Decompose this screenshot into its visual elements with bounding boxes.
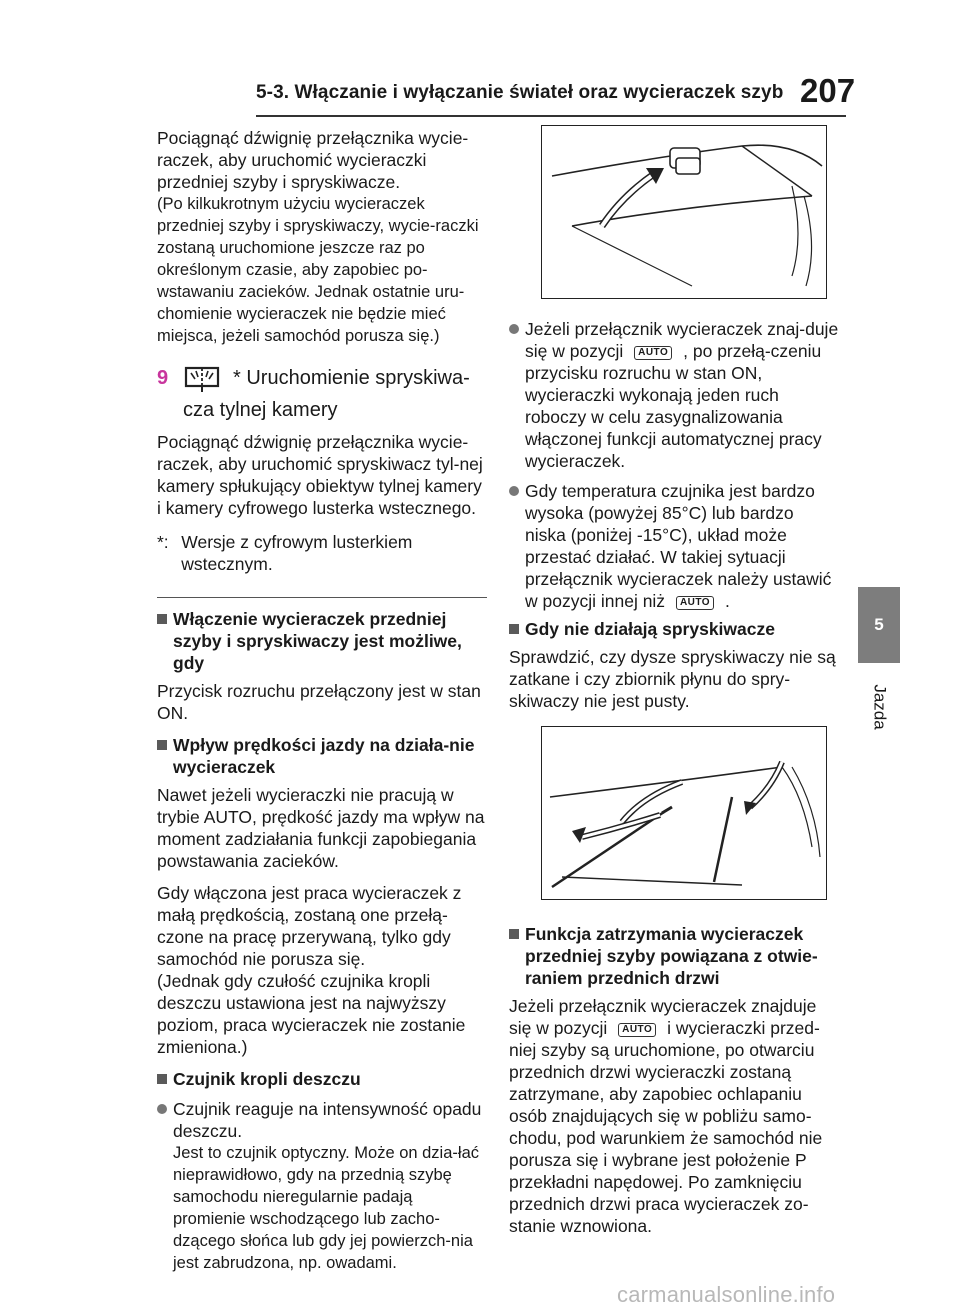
section-divider [157, 597, 487, 598]
bullet-text-continued: , po przełą-czeniu przycisku rozruchu w stan ON, wycieraczki wykonają jeden ruch roboczy w celu zasygnalizowania włączonej funkcji automatycznej pracy wycieraczek. [525, 341, 822, 471]
paragraph [509, 995, 839, 1237]
paragraph: Nawet jeżeli wycieraczki nie pracują w trybie AUTO, prędkość jazdy ma wpływ na moment zadziałania funkcji zapobiegania powstawania zacieków. [157, 785, 485, 871]
chapter-tab [858, 587, 900, 663]
step-title: * Uruchomienie spryskiwa- [233, 367, 470, 389]
bullet-subtext: Jest to czujnik optyczny. Może on dzia-łać nieprawidłowo, gdy na przednią szybę samochodu nieregularnie padają promienie wschodzącego lub zacho-dzącego słońca lub gdy jej powierzch-nia jest zabrudzona, np. owadami. [173, 1144, 479, 1272]
bullet-dot-icon [157, 1104, 167, 1114]
bullet-item [509, 480, 839, 612]
right-column [509, 127, 839, 1237]
bullet-text: Jeżeli przełącznik wycieraczek znaj-duje się w pozycji [525, 319, 839, 361]
rear-washer-icon [183, 363, 227, 393]
intro-paragraph: Pociągnąć dźwignię przełącznika wycie-raczek, aby uruchomić wycieraczki przedniej szyby i spryskiwacze. [157, 128, 469, 192]
step-number: 9 [157, 367, 169, 389]
step-9 [157, 363, 487, 393]
chapter-label-text: Jazda [871, 684, 890, 730]
heading-square-icon [509, 929, 519, 939]
heading-square-icon [157, 1074, 167, 1084]
heading-text: Wpływ prędkości jazdy na działa-nie wycieraczek [173, 735, 475, 777]
heading-washers-not-working [509, 618, 839, 640]
chapter-label [859, 672, 901, 742]
step-body: Pociągnąć dźwignię przełącznika wycie-raczek, aby uruchomić spryskiwacz tyl-nej kamery spłukujący obiektyw tylnej kamery i kamery cyfrowego lusterka wstecznego. [157, 432, 483, 518]
heading-speed-effect [157, 734, 487, 778]
bullet-item [157, 1098, 487, 1274]
watermark: carmanualsonline.info [617, 1282, 836, 1307]
auto-position-icon: AUTO [676, 596, 714, 610]
rain-sensor-illustration [541, 125, 827, 299]
bullet-item [509, 318, 839, 472]
auto-position-icon: AUTO [618, 1023, 656, 1037]
page-number: 207 [800, 72, 856, 109]
heading-text: Funkcja zatrzymania wycieraczek przedniej szyby powiązana z otwie-raniem przednich drzwi [525, 924, 818, 988]
bullet-text: Czujnik reaguje na intensywność opadu deszczu. [173, 1099, 482, 1141]
heading-square-icon [157, 740, 167, 750]
footnote [157, 531, 487, 575]
heading-rain-sensor [157, 1068, 487, 1090]
auto-position-icon: AUTO [634, 346, 672, 360]
heading-text: Czujnik kropli deszczu [173, 1069, 361, 1089]
heading-square-icon [157, 614, 167, 624]
paragraph: Sprawdzić, czy dysze spryskiwaczy nie są zatkane i czy zbiornik płynu do spry-skiwaczy nie jest pusty. [509, 647, 836, 711]
paragraph: Przycisk rozruchu przełączony jest w stan ON. [157, 681, 481, 723]
heading-text: Włączenie wycieraczek przedniej szyby i spryskiwaczy jest możliwe, gdy [173, 609, 462, 673]
heading-square-icon [509, 624, 519, 634]
left-column [157, 127, 487, 1274]
intro-note: (Po kilkukrotnym użyciu wycieraczek przedniej szyby i spryskiwaczy, wycie-raczki zostaną uruchomione jeszcze raz po określonym czasie, aby zapobiec po-wstawaniu zacieków. Jednak ostatnie uru-chomienie wycieraczek nie będzie mieć miejsca, jeżeli samochód porusza się.) [157, 195, 479, 345]
footnote-mark: *: [157, 532, 169, 552]
paragraph-text: Jeżeli przełącznik wycieraczek znajduje się w pozycji [509, 996, 817, 1038]
step-title-continued: cza tylnej kamery [183, 399, 338, 421]
heading-door-stop-function [509, 923, 839, 989]
paragraph: Gdy włączona jest praca wycieraczek z małą prędkością, zostaną one przełą-czone na pracę przerywaną, tylko gdy samochód nie porusza się. [157, 883, 462, 969]
heading-wipers-possible [157, 608, 487, 674]
footnote-text: Wersje z cyfrowym lusterkiem wstecznym. [181, 532, 413, 574]
paragraph: (Jednak gdy czułość czujnika kropli deszczu ustawiona jest na najwyższy poziom, praca wycieraczek nie zostanie zmieniona.) [157, 971, 466, 1057]
bullet-text-continued: . [724, 591, 730, 611]
chapter-number: 5 [874, 615, 884, 634]
heading-text: Gdy nie działają spryskiwacze [525, 619, 775, 639]
bullet-text: Gdy temperatura czujnika jest bardzo wysoka (powyżej 85°C) lub bardzo niska (poniżej -15°C), układ może przestać działać. W takiej sytuacji przełącznik wycieraczek należy ustawić w pozycji innej niż [525, 481, 832, 611]
section-title: 5-3. Włączanie i wyłączanie świateł oraz wycieraczek szyb [256, 82, 784, 103]
header-rule [256, 115, 846, 117]
bullet-dot-icon [509, 486, 519, 496]
bullet-dot-icon [509, 324, 519, 334]
washer-nozzles-illustration [541, 726, 827, 900]
paragraph-text-continued: i wycieraczki przed-niej szyby są uruchomione, po otwarciu przednich drzwi wycieraczki zostaną zatrzymane, aby zapobiec ochlapaniu osób znajdujących się w pobliżu samo-chodu, pod warunkiem że samochód nie porusza się i wybrane jest położenie P przekładni napędowej. Po zamknięciu przednich drzwi praca wycieraczek zo-stanie wznowiona. [509, 1018, 823, 1236]
